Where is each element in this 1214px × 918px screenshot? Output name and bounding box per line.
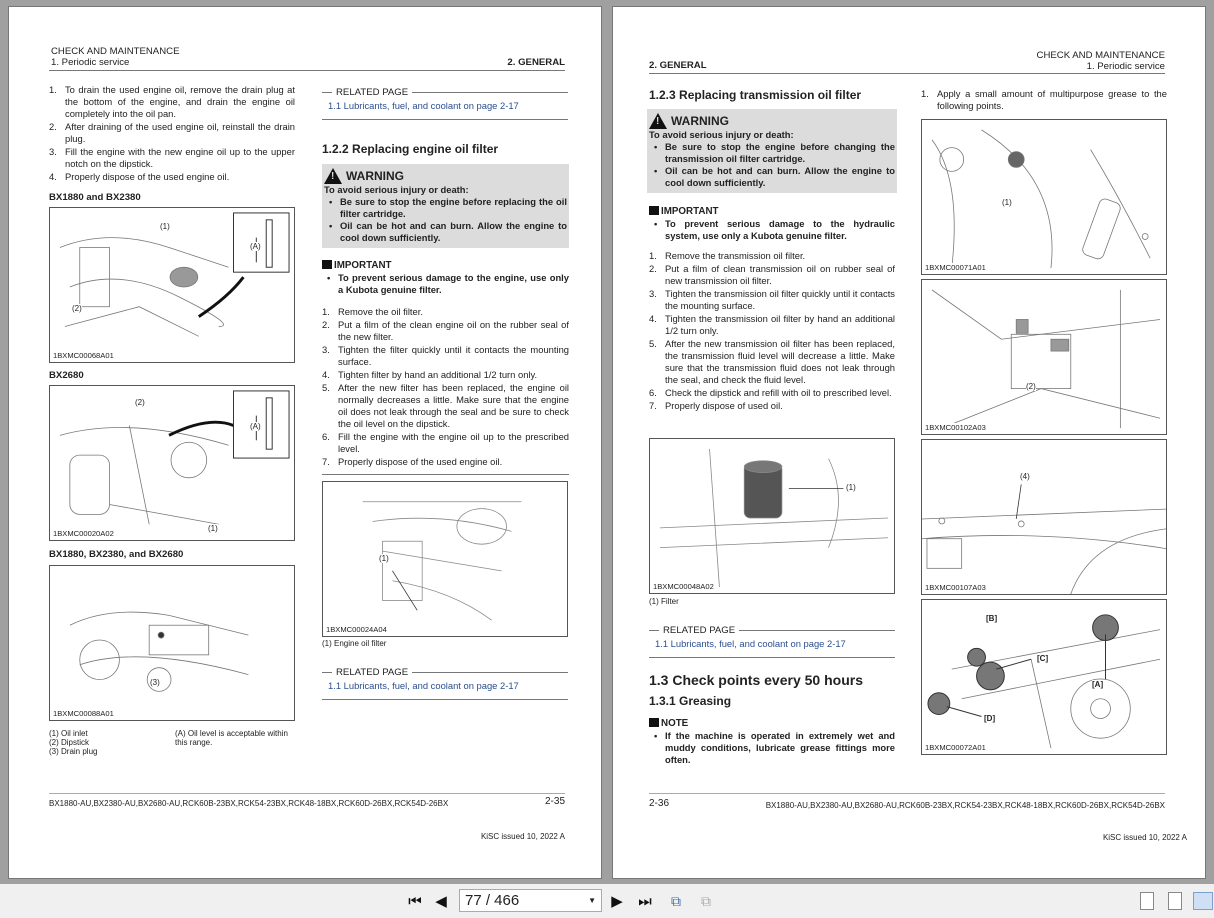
next-page-button[interactable] <box>608 892 626 910</box>
page-number-input[interactable] <box>459 889 602 912</box>
callout-label: [B] <box>986 614 998 623</box>
grease-steps <box>921 88 1167 113</box>
callout-label: (1) <box>208 524 218 533</box>
callout-label: [C] <box>1037 654 1049 663</box>
callout-label: (4) <box>1020 472 1030 481</box>
first-page-button[interactable] <box>404 892 426 910</box>
figure-code: 1BXMC00020A02 <box>53 529 114 538</box>
list-item: 2. Put a film of the clean engine oil on the rubber seal of the new filter. <box>322 319 569 342</box>
warning-item: • Be sure to stop the engine before replacing the oil filter cartridge. <box>324 196 567 220</box>
related-page-box <box>649 625 895 658</box>
drain-steps <box>49 84 295 184</box>
figure-legend <box>49 729 169 756</box>
list-item: 1. Remove the transmission oil filter. <box>649 250 806 261</box>
list-item: 4. Tighten filter by hand an additional 1/2 turn only. <box>322 369 538 380</box>
figure-title: BX1880, BX2380, and BX2680 <box>49 549 184 560</box>
header-subtitle: 1. Periodic service <box>51 57 130 68</box>
figure-code: 1BXMC00071A01 <box>925 263 986 272</box>
warning-box <box>322 164 569 248</box>
important-title: IMPORTANT <box>334 260 392 271</box>
first-page-icon: ⏮ <box>408 892 422 910</box>
list-item: 1. Remove the oil filter. <box>322 306 423 317</box>
warning-item: • Be sure to stop the engine before changing the transmission oil filter cartridge. <box>649 141 895 165</box>
note-item: • If the machine is operated in extremely wet and muddy conditions, lubricate grease fittings more often. <box>649 730 895 766</box>
figure-code: 1BXMC00072A01 <box>925 743 986 752</box>
important-box <box>322 260 569 296</box>
list-item: 4. Properly dispose of the used engine oil. <box>49 171 230 182</box>
callout-label: (2) <box>72 304 82 313</box>
figure-oil-filter <box>322 481 568 637</box>
section-heading: 1.3 Check points every 50 hours <box>649 672 863 688</box>
list-item: 3. Tighten the transmission oil filter quickly until it contacts the mounting surface. <box>649 288 895 311</box>
figure-grease-2 <box>921 279 1167 435</box>
two-page-view-button[interactable] <box>1193 892 1213 910</box>
header-right: 2. GENERAL <box>507 57 565 68</box>
figure-engine-oil-bx2680 <box>49 385 295 541</box>
legend-item: (3) Drain plug <box>49 747 98 756</box>
list-item: 6. Fill the engine with the engine oil up to the prescribed level. <box>322 431 569 454</box>
next-view-icon: ⧉ <box>701 892 711 909</box>
legend-item: (A) Oil level is acceptable within this range. <box>175 729 288 747</box>
important-title: IMPORTANT <box>661 206 719 217</box>
important-box <box>649 206 895 242</box>
related-page-link[interactable]: 1.1 Lubricants, fuel, and coolant on page 2-17 <box>328 680 519 691</box>
section-heading: 1.2.2 Replacing engine oil filter <box>322 142 499 156</box>
warning-box <box>647 109 897 193</box>
header-title: CHECK AND MAINTENANCE <box>1036 50 1165 61</box>
callout-label: (1) <box>1002 198 1012 207</box>
page-number: 2-36 <box>649 798 670 809</box>
previous-view-button[interactable] <box>666 892 686 910</box>
figure-grease-3 <box>921 439 1167 595</box>
important-icon <box>649 206 659 215</box>
header-subtitle: 1. Periodic service <box>1086 61 1165 72</box>
previous-page-button[interactable] <box>432 892 450 910</box>
callout-label: [A] <box>1092 680 1104 689</box>
related-page-title: RELATED PAGE <box>322 667 568 678</box>
list-item: 5. After the new transmission oil filter has been replaced, the transmission fluid level will decrease a little. Make sure that the transmission fluid does not leak through the seal, and check the fluid level. <box>649 338 895 385</box>
warning-title: WARNING <box>346 169 404 183</box>
pdf-page-2-35 <box>8 6 602 879</box>
filter-steps <box>322 306 569 469</box>
footer-models: BX1880-AU,BX2380-AU,BX2680-AU,RCK60B-23BX,RCK54-23BX,RCK48-18BX,RCK60D-26BX,RCK54D-26BX <box>765 801 1165 810</box>
list-item: 1. Apply a small amount of multipurpose grease to the following points. <box>921 88 1167 111</box>
transmission-steps <box>649 250 895 413</box>
list-item: 3. Fill the engine with the new engine oil up to the upper notch on the dipstick. <box>49 146 295 169</box>
list-item: 7. Properly dispose of the used engine oil. <box>322 456 503 467</box>
callout-label: (2) <box>135 398 145 407</box>
header-left: 2. GENERAL <box>649 60 707 71</box>
related-page-box <box>322 87 568 120</box>
important-icon <box>322 260 332 269</box>
page-header <box>51 46 179 68</box>
callout-label: (A) <box>250 422 261 431</box>
next-page-icon: ▶ <box>611 893 623 910</box>
note-box <box>649 718 895 766</box>
list-item: 6. Check the dipstick and refill with oil to prescribed level. <box>649 387 892 398</box>
next-view-button[interactable] <box>696 892 716 910</box>
figure-caption: (1) Engine oil filter <box>322 639 387 648</box>
callout-label: (A) <box>250 242 261 251</box>
last-page-button[interactable] <box>634 892 656 910</box>
important-item: • To prevent serious damage to the hydraulic system, use only a Kubota genuine filter. <box>649 218 895 242</box>
warning-icon <box>649 113 667 129</box>
page-number: 2-35 <box>544 796 565 807</box>
callout-label: (1) <box>379 554 389 563</box>
chevron-down-icon[interactable]: ▼ <box>588 896 596 905</box>
header-title: CHECK AND MAINTENANCE <box>51 46 180 57</box>
callout-label: (3) <box>150 678 160 687</box>
list-item: 5. After the new filter has been replaced, the engine oil normally decreases a little. Make sure that the engine oil does not leak through the seal and be sure to check the oil level on the dipstick. <box>322 382 569 429</box>
list-item: 2. After draining of the used engine oil, reinstall the drain plug. <box>49 121 295 144</box>
list-item: 1. To drain the used engine oil, remove the drain plug at the bottom of the engine, and drain the engine oil completely into the oil pan. <box>49 84 295 119</box>
viewer-toolbar <box>0 884 1214 918</box>
figure-code: 1BXMC00068A01 <box>53 351 114 360</box>
warning-item: • Oil can be hot and can burn. Allow the engine to cool down sufficiently. <box>649 165 895 189</box>
previous-page-icon: ◀ <box>435 893 447 910</box>
figure-grease-points <box>921 599 1167 755</box>
list-item: 7. Properly dispose of used oil. <box>649 400 783 411</box>
single-page-view-button[interactable] <box>1140 892 1154 910</box>
page-indicator: 77 / 466 <box>465 892 520 909</box>
figure-title: BX2680 <box>49 370 84 381</box>
pdf-page-2-36 <box>612 6 1206 879</box>
legend-item: (1) Oil inlet <box>49 729 88 738</box>
figure-drain-plug <box>49 565 295 721</box>
callout-label: [D] <box>984 714 996 723</box>
related-page-title: RELATED PAGE <box>322 87 568 98</box>
figure-code: 1BXMC00102A03 <box>925 423 986 432</box>
previous-view-icon: ⧉ <box>671 892 681 909</box>
list-item: 2. Put a film of clean transmission oil on rubber seal of new transmission oil filter. <box>649 263 895 286</box>
related-page-link[interactable]: 1.1 Lubricants, fuel, and coolant on page 2-17 <box>328 100 519 111</box>
section-heading: 1.2.3 Replacing transmission oil filter <box>649 88 862 102</box>
callout-label: (1) <box>846 483 856 492</box>
continuous-view-button[interactable] <box>1168 892 1182 910</box>
warning-intro: To avoid serious injury or death: <box>649 129 794 140</box>
list-item: 4. Tighten the transmission oil filter by hand an additional 1/2 turn only. <box>649 313 895 336</box>
last-page-icon: ⏭ <box>638 892 652 910</box>
figure-caption: (1) Filter <box>649 597 679 606</box>
warning-title: WARNING <box>671 114 729 128</box>
related-page-box <box>322 667 568 700</box>
warning-item: • Oil can be hot and can burn. Allow the engine to cool down sufficiently. <box>324 220 567 244</box>
figure-engine-oil-bx1880 <box>49 207 295 363</box>
figure-code: 1BXMC00024A04 <box>326 625 387 634</box>
callout-label: (1) <box>160 222 170 231</box>
warning-intro: To avoid serious injury or death: <box>324 184 469 195</box>
figure-title: BX1880 and BX2380 <box>49 192 141 203</box>
page-header <box>1037 50 1165 72</box>
figure-code: 1BXMC00048A02 <box>653 582 714 591</box>
figure-code: 1BXMC00107A03 <box>925 583 986 592</box>
note-title: NOTE <box>661 718 689 729</box>
note-icon <box>649 718 659 727</box>
figure-grease-1 <box>921 119 1167 275</box>
subsection-heading: 1.3.1 Greasing <box>649 694 732 708</box>
related-page-title: RELATED PAGE <box>649 625 895 636</box>
warning-icon <box>324 168 342 184</box>
issued-note: KiSC issued 10, 2022 A <box>480 832 565 841</box>
figure-code: 1BXMC00088A01 <box>53 709 114 718</box>
issued-note: KiSC issued 10, 2022 A <box>1102 833 1187 842</box>
callout-label: (2) <box>1026 382 1036 391</box>
important-item: • To prevent serious damage to the engine, use only a Kubota genuine filter. <box>322 272 569 296</box>
related-page-link[interactable]: 1.1 Lubricants, fuel, and coolant on page 2-17 <box>655 638 846 649</box>
footer-models: BX1880-AU,BX2380-AU,BX2680-AU,RCK60B-23BX,RCK54-23BX,RCK48-18BX,RCK60D-26BX,RCK54D-26BX <box>49 799 449 808</box>
figure-transmission-filter <box>649 438 895 594</box>
list-item: 3. Tighten the filter quickly until it contacts the mounting surface. <box>322 344 569 367</box>
legend-item: (2) Dipstick <box>49 738 90 747</box>
